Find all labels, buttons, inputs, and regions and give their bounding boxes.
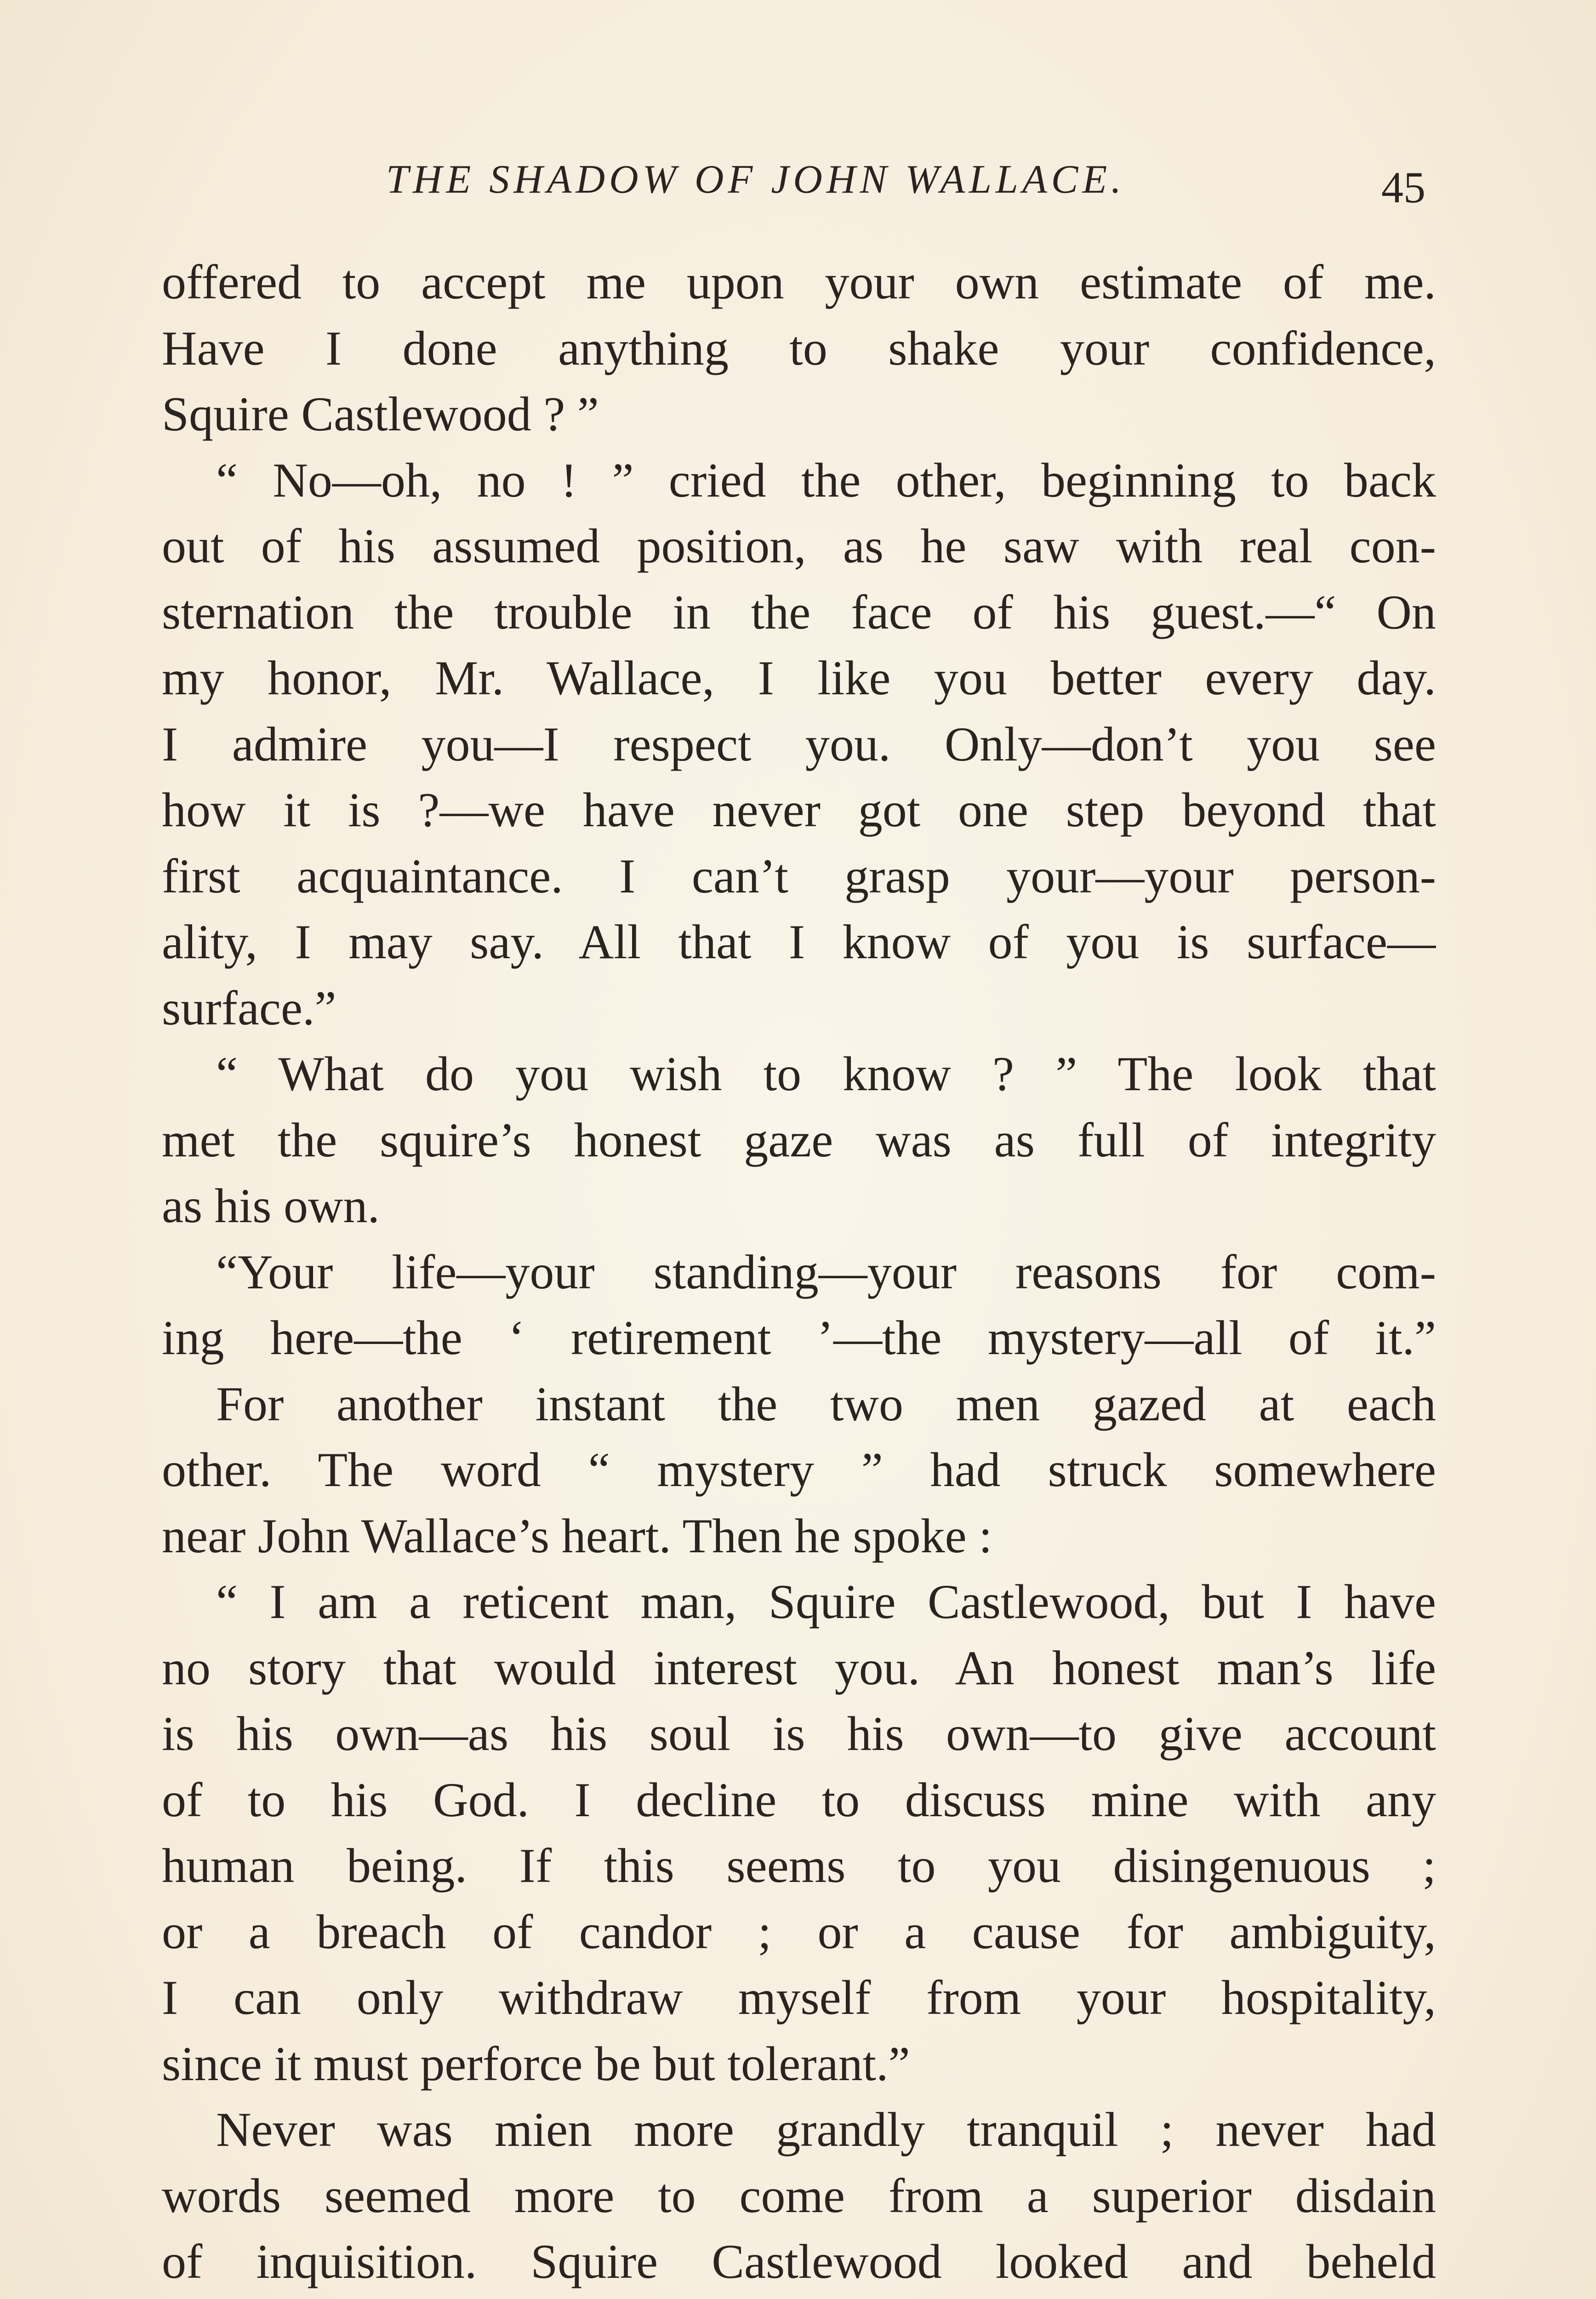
text-line: ality, I may say. All that I know of you is surface—	[162, 915, 1436, 969]
text-line: offered to accept me upon your own estimate of me.	[162, 255, 1436, 309]
text-line: “Your life—your standing—your reasons for com-	[216, 1245, 1436, 1299]
text-line: or a breach of candor ; or a cause for ambiguity,	[162, 1904, 1436, 1959]
text-line: met the squire’s honest gaze was as full of integrity	[162, 1113, 1436, 1167]
text-line: “ What do you wish to know ? ” The look that	[216, 1047, 1436, 1101]
text-line: near John Wallace’s heart. Then he spoke :	[162, 1509, 992, 1563]
text-line: no story that would interest you. An honest man’s life	[162, 1641, 1436, 1695]
text-line: Never was mien more grandly tranquil ; never had	[216, 2103, 1436, 2156]
running-title: THE SHADOW OF JOHN WALLACE.	[386, 157, 1126, 202]
text-line: is his own—as his soul is his own—to give account	[162, 1707, 1436, 1761]
text-line: other. The word “ mystery ” had struck somewhere	[162, 1443, 1436, 1497]
text-line: For another instant the two men gazed at each	[216, 1377, 1436, 1431]
page-number: 45	[1381, 163, 1425, 212]
text-line: I can only withdraw myself from your hospitality,	[162, 1971, 1436, 2024]
text-line: words seemed more to come from a superior disdain	[162, 2168, 1436, 2223]
text-line: Have I done anything to shake your confidence,	[162, 321, 1436, 375]
text-line: “ No—oh, no ! ” cried the other, beginning to back	[216, 453, 1436, 507]
body-text	[162, 249, 1436, 2299]
text-line: since it must perforce be but tolerant.”	[162, 2036, 910, 2091]
text-line: of to his God. I decline to discuss mine with any	[162, 1773, 1436, 1827]
text-line: my honor, Mr. Wallace, I like you better every day.	[162, 651, 1436, 705]
text-line: ing here—the ‘ retirement ’—the mystery—all of it.”	[162, 1311, 1436, 1365]
text-line: out of his assumed position, as he saw with real con-	[162, 519, 1436, 573]
text-line: I admire you—I respect you. Only—don’t you see	[162, 717, 1436, 771]
text-line: sternation the trouble in the face of his guest.—“ On	[162, 585, 1436, 639]
text-line: how it is ?—we have never got one step beyond that	[162, 783, 1436, 837]
text-line: surface.”	[162, 981, 336, 1035]
text-line: as his own.	[162, 1179, 380, 1233]
text-line: human being. If this seems to you disingenuous ;	[162, 1839, 1436, 1893]
text-line	[162, 2295, 1436, 2299]
text-line: “ I am a reticent man, Squire Castlewood, but I have	[216, 1575, 1436, 1629]
text-line: first acquaintance. I can’t grasp your—your person-	[162, 849, 1436, 903]
text-line: Squire Castlewood ? ”	[162, 387, 599, 441]
text-line: of inquisition. Squire Castlewood looked and beheld	[162, 2235, 1436, 2288]
